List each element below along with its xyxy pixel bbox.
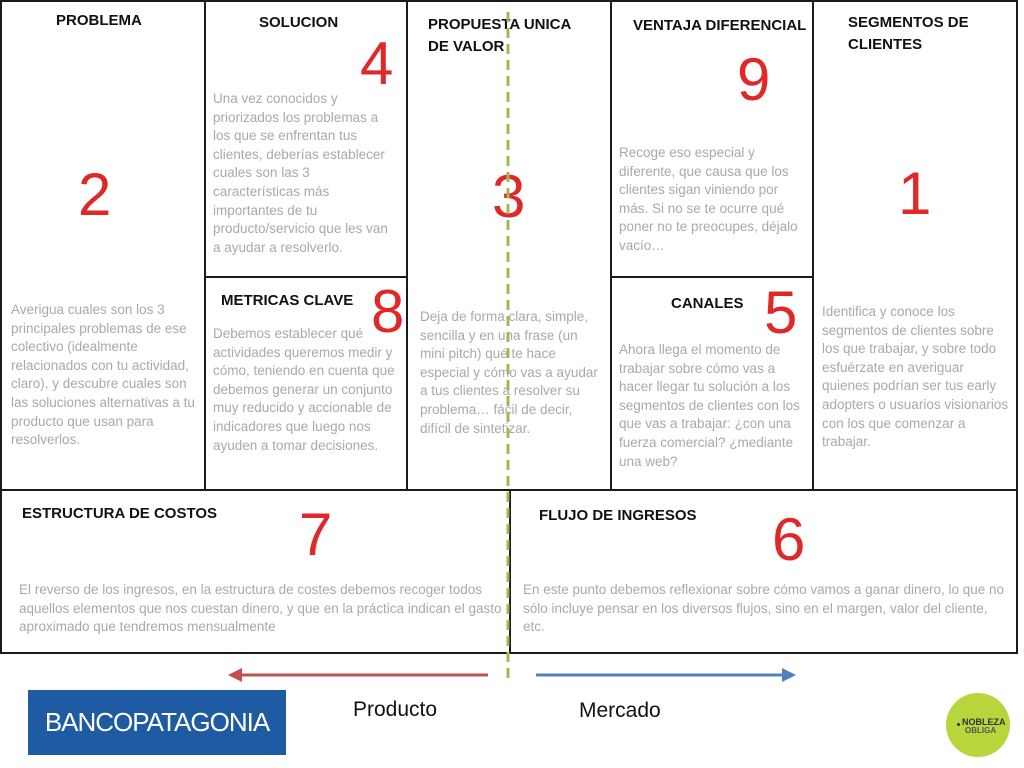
costos-number: 7 (299, 501, 333, 568)
ventaja-text: Recoge eso especial y diferente, que causa que los clientes sigan viniendo por más. Si no se te ocurre qué poner no te preocupes, déjalo vacío… (619, 145, 798, 253)
costos-text: El reverso de los ingresos, en la estructura de costes debemos recoger todos aquellos elementos que nos cuestan dinero, y que en la práctica indican el gasto aproximado que tendremos mensualmente (19, 582, 502, 635)
metricas-text: Debemos establecer qué actividades queremos medir y cómo, teniendo en cuenta que debemos generar un conjunto muy reducido y accionable de indicadores que luego nos ayuden a tomar decisiones. (213, 326, 395, 453)
label-producto: Producto (353, 698, 438, 721)
canales-title: CANALES (671, 295, 744, 312)
nobleza-badge (946, 693, 1010, 757)
solucion-title: SOLUCION (259, 14, 339, 31)
ingresos-number: 6 (772, 506, 806, 573)
canales-number: 5 (764, 279, 798, 346)
propuesta-title-line2: DE VALOR (428, 38, 505, 55)
nobleza-badge-dot (957, 723, 960, 726)
problema-text: Averigua cuales son los 3 principales problemas de ese colectivo (idealmente relacionados con tu actividad, claro), y descubre cuales son las soluciones alternativas a tu producto que usan para resolverlos. (11, 302, 195, 448)
solucion-text: Una vez conocidos y priorizados los problemas a los que se enfrentan tus clientes, deberías establecer cuales son las 3 características más importantes de tu producto/servicio que les van a ayudar a resolverlo. (213, 91, 388, 255)
segmentos-text: Identifica y conoce los segmentos de clientes sobre los que trabajar, y sobre todo esfuérzate en averiguar quienes podrían ser tus early adopters o usuarios visionarios con los que comenzar a trabajar. (822, 304, 1009, 450)
propuesta-text: Deja de forma clara, simple, sencilla y en una frase (un mini pitch) qué te hace especial y cómo vas a ayudar a tus clientes a resolver su problema… fácil de decir, difícil de sintetizar. (420, 309, 598, 436)
segmentos-number: 1 (898, 160, 932, 227)
ventaja-title: VENTAJA DIFERENCIAL (633, 17, 807, 34)
propuesta-number: 3 (492, 163, 526, 230)
segmentos-title-line1: SEGMENTOS DE (848, 14, 969, 31)
metricas-title: METRICAS CLAVE (221, 292, 354, 309)
costos-title: ESTRUCTURA DE COSTOS (22, 505, 218, 522)
label-mercado: Mercado (579, 699, 661, 722)
solucion-number: 4 (360, 30, 394, 97)
metricas-number: 8 (371, 278, 405, 345)
bank-logo-text: BANCOPATAGONIA (44, 707, 270, 737)
nobleza-badge-line1: NOBLEZA (962, 717, 1006, 727)
segmentos-title (848, 12, 969, 56)
arrow-left-producto (226, 665, 496, 685)
nobleza-badge-line2: OBLIGA (965, 726, 997, 735)
bank-logo (28, 690, 286, 755)
propuesta-title-line1: PROPUESTA UNICA (428, 16, 572, 33)
ingresos-title: FLUJO DE INGRESOS (539, 507, 697, 524)
segmentos-title-line2: CLIENTES (848, 36, 923, 53)
ingresos-text: En este punto debemos reflexionar sobre cómo vamos a ganar dinero, lo que no sólo incluye pensar en los diversos flujos, sino en el margen, valor del cliente, etc. (523, 582, 1005, 635)
problema-title: PROBLEMA (56, 12, 142, 29)
canales-text: Ahora llega el momento de trabajar sobre cómo vas a hacer llegar tu solución a los segmentos de clientes con los que vas a trabajar: ¿con una fuerza comercial? ¿mediante una web? (619, 342, 800, 469)
problema-number: 2 (78, 161, 112, 228)
propuesta-title (428, 14, 571, 58)
arrow-right-mercado (534, 665, 804, 685)
ventaja-number: 9 (737, 46, 771, 113)
